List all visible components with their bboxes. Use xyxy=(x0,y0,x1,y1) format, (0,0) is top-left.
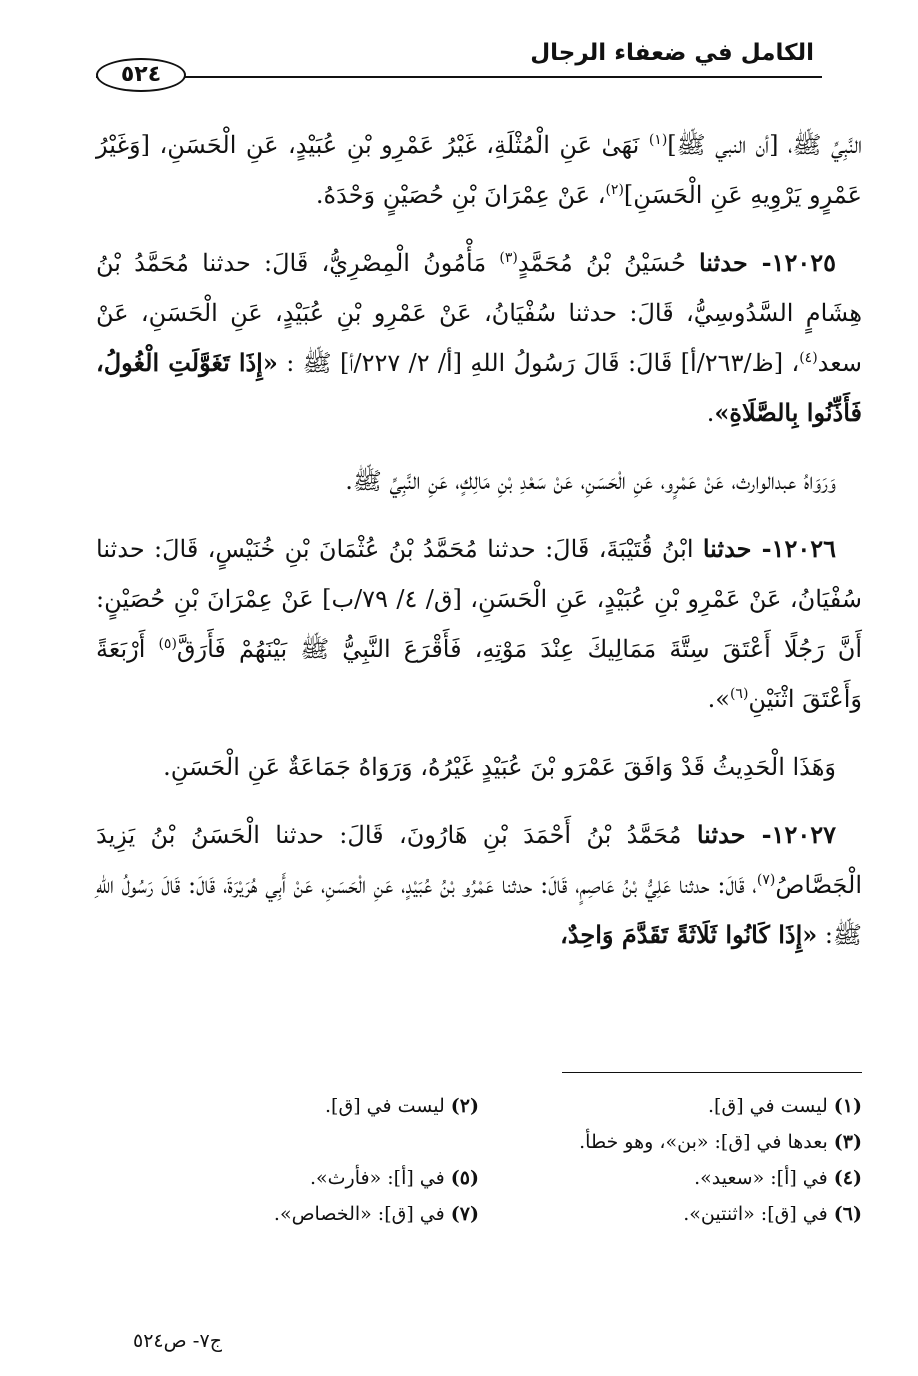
footnote-marker: (٣) xyxy=(499,250,518,266)
volume-page-reference: ج٧- ص٥٢٤ xyxy=(133,1330,222,1352)
text-run: مَأْمُونُ الْمِصْرِيُّ، قَالَ: حدثنا مُحَمَّدُ بْنُ هِشَامٍ السَّدُوسِيُّ، قَالَ: حدثنا سُفْيَانُ، عَنْ عَمْرِو بْنِ عُبَيْدٍ، عَنِ الْحَسَنِ، عَنْ سعد xyxy=(96,249,862,377)
footnote-row xyxy=(96,1124,862,1160)
text-run: ، عَنْ عِمْرَانَ بْنِ حُصَيْنٍ وَحْدَهُ. xyxy=(315,181,606,209)
paragraph-continuation xyxy=(96,120,862,220)
hadith-number: ١٢٠٢٦- xyxy=(751,534,836,563)
hadith-12026 xyxy=(96,524,862,724)
text-run: نَهَىٰ عَنِ الْمُثْلَةِ، غَيْرُ عَمْرِو بْنِ عُبَيْدٍ، عَنِ الْحَسَنِ، [وَغَيْرُ عَمْرٍو يَرْوِيهِ عَنِ الْحَسَنِ] xyxy=(96,131,862,209)
narration-lead: حدثنا xyxy=(696,820,746,849)
hadith-number: ١٢٠٢٥- xyxy=(747,248,836,277)
footnote-number: (٦) xyxy=(833,1203,862,1225)
paragraph-note xyxy=(96,742,862,792)
narration-lead: حدثنا xyxy=(698,248,748,277)
text-run: مُحَمَّدُ بْنُ أَحْمَدَ بْنِ هَارُونَ، قَالَ: حدثنا الْحَسَنُ بْنُ يَزِيدَ الْجَصَّاصُ xyxy=(96,821,862,899)
footnote xyxy=(96,1088,479,1124)
footnote-row xyxy=(96,1160,862,1196)
hadith-12025 xyxy=(96,238,862,438)
footnote-number: (٧) xyxy=(450,1203,479,1225)
footnote-marker: (٢) xyxy=(605,182,624,198)
header-rule xyxy=(96,76,822,78)
book-title: الكامل في ضعفاء الرجال xyxy=(530,40,814,66)
main-text xyxy=(96,120,862,978)
hadith-12027 xyxy=(96,810,862,960)
footnote-text: في [أ]: «فأرث». xyxy=(310,1167,445,1189)
footnote-number: (٢) xyxy=(450,1095,479,1117)
footnote-number: (٤) xyxy=(833,1167,862,1189)
footnote-text: ليست في [ق]. xyxy=(708,1095,828,1117)
footnote-text: ليست في [ق]. xyxy=(325,1095,445,1117)
text-run: ابْنُ قُتَيْبَةَ، قَالَ: حدثنا مُحَمَّدُ بْنُ عُثْمَانَ بْنِ خُنَيْسٍ، قَالَ: حدثنا سُفْيَانُ، عَنْ عَمْرِو بْنِ عُبَيْدٍ، عَنِ الْحَسَنِ، [ق/ ٤/ ٧٩/ب] عَنْ عِمْرَانَ بْنِ حُصَيْنٍ: أَنَّ رَجُلًا أَعْتَقَ سِتَّةَ مَمَالِيكَ عِنْدَ مَوْتِهِ، فَأَقْرَعَ النَّبِيُّ ﷺ بَيْنَهُمْ فَأَرَقَّ xyxy=(96,535,863,663)
footnote-number: (٣) xyxy=(833,1131,862,1153)
footnote-marker: (٤) xyxy=(799,350,818,366)
footnote xyxy=(479,1196,862,1232)
hadith-text: «إِذَا كَانُوا ثَلَاثَةً تَقَدَّمَ وَاحِدٌ، xyxy=(560,920,818,949)
text-run: ». xyxy=(707,685,730,713)
footnotes xyxy=(96,1088,862,1232)
text-run: حُسَيْنُ بْنُ مُحَمَّدٍ xyxy=(517,249,699,277)
text-run: ، [ظ/٢٦٣/أ] قَالَ: قَالَ رَسُولُ اللهِ [أ/ ٢/ ٢٢٧/أ] ﷺ : xyxy=(277,349,800,377)
footnote-number: (٥) xyxy=(450,1167,479,1189)
text-run: وَهَذَا الْحَدِيثُ قَدْ وَافَقَ عَمْرَو بْنَ عُبَيْدٍ غَيْرُهُ، وَرَوَاهُ جَمَاعَةٌ عَنِ الْحَسَنِ. xyxy=(163,753,836,781)
footnote-marker: (٥) xyxy=(158,636,177,652)
footnote xyxy=(96,1160,479,1196)
footnote-number: (١) xyxy=(833,1095,862,1117)
text-run: . xyxy=(706,399,715,427)
footnote-row xyxy=(96,1088,862,1124)
hadith-number: ١٢٠٢٧- xyxy=(745,820,836,849)
footnote-text: في [أ]: «سعيد». xyxy=(694,1167,828,1189)
paragraph-note xyxy=(96,456,862,506)
page-number-badge: ٥٢٤ xyxy=(96,58,186,92)
text-run: ، قَالَ: حدثنا عَلِيُّ بْنُ عَاصِمٍ، قَالَ: حدثنا عَمْرُو بْنُ عُبَيْدٍ، عَنِ الْحَسَنِ، عَنْ أَبِي هُرَيْرَةَ، قَالَ: قَالَ رَسُولُ اللهِ ﷺ: xyxy=(96,871,862,949)
footnote-divider xyxy=(562,1072,862,1073)
footnote-text: في [ق]: «الخصاص». xyxy=(273,1203,445,1225)
footnote xyxy=(479,1160,862,1196)
footnote-marker: (٧) xyxy=(756,872,776,888)
footnote xyxy=(96,1124,862,1160)
text-run: وَرَوَاهُ عبدالوارث، عَنْ عَمْرٍو، عَنِ الْحَسَنِ، عَنْ سَعْدِ بْنِ مَالِكٍ، عَنِ النَّبِيِّ ﷺ. xyxy=(345,467,836,495)
page-header xyxy=(96,36,822,96)
narration-lead: حدثنا xyxy=(702,534,752,563)
footnote-text: بعدها في [ق]: «بن»، وهو خطأ. xyxy=(579,1131,828,1153)
footnote-marker: (٦) xyxy=(729,686,749,702)
footnote-text: في [ق]: «اثنتين». xyxy=(683,1203,828,1225)
text-run: أَرْبَعَةً وَأَعْتَقَ اثْنَيْنِ xyxy=(96,635,862,713)
footnote-row xyxy=(96,1196,862,1232)
footnote xyxy=(96,1196,479,1232)
footnote-marker: (١) xyxy=(648,132,668,148)
footnote xyxy=(479,1088,862,1124)
text-run: النَّبِيِّ ﷺ، [أن النبي ﷺ] xyxy=(667,131,862,159)
hadith-text: «إِذَا تَغَوَّلَتِ الْغُولُ، فَأَذِّنُوا بِالصَّلَاةِ» xyxy=(96,348,862,427)
